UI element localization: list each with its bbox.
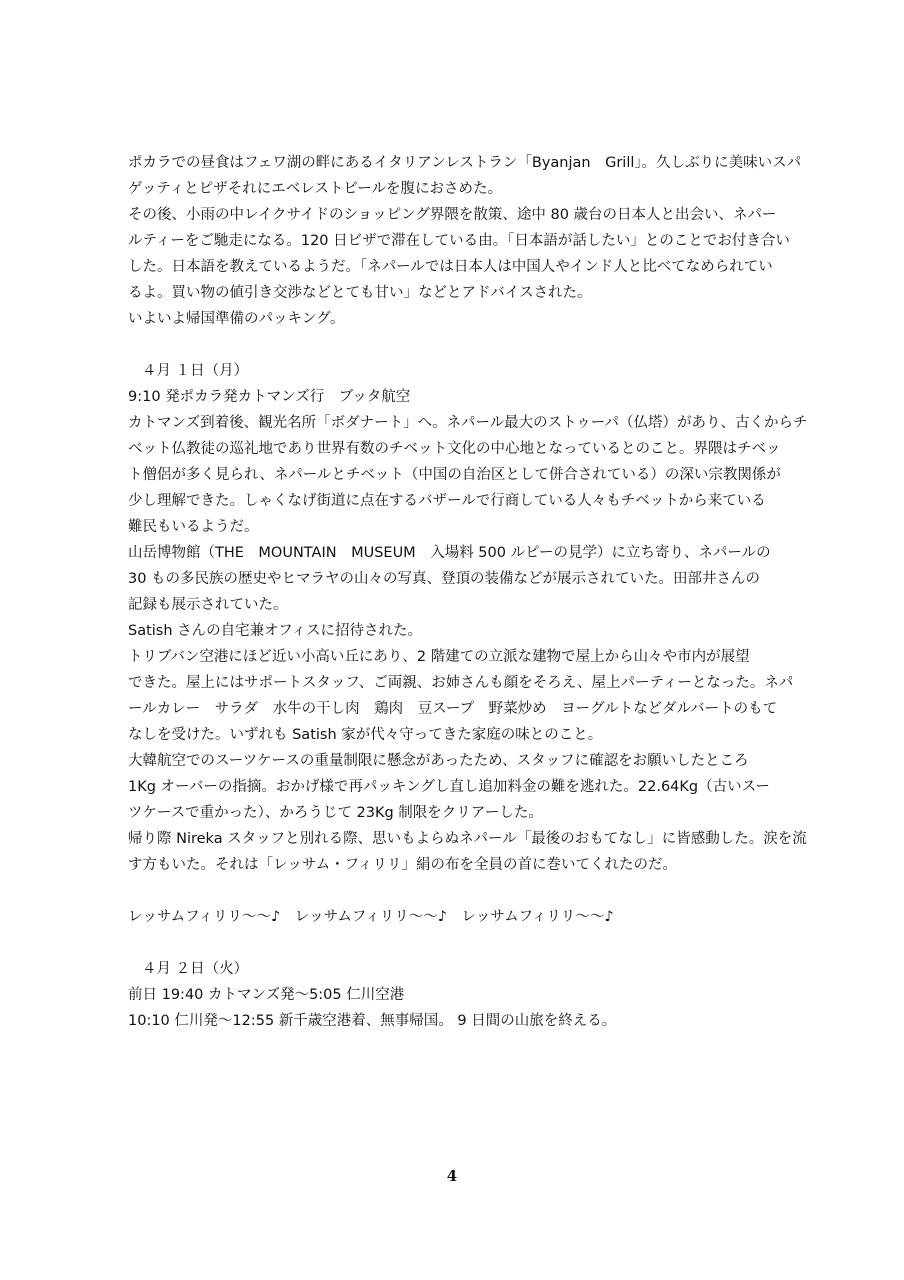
text-line: その後、小雨の中レイクサイドのショッピング界隈を散策、途中 80 歳台の日本人と出会い、ネパー — [128, 207, 777, 223]
text-line: した。日本語を教えているようだ。「ネパールでは日本人は中国人やインド人と比べてなめられてい — [128, 259, 773, 275]
text-line: ゲッティとピザそれにエベレストビールを腹におさめた。 — [128, 181, 502, 197]
text-line: 山岳博物館（THE MOUNTAIN MUSEUM 入場料 500 ルピーの見学）に立ち寄り、ネパールの — [128, 545, 771, 561]
page-number: 4 — [446, 1167, 458, 1185]
text-line: す方もいた。それは「レッサム・フィリリ」絹の布を全員の首に巻いてくれたのだ。 — [128, 857, 677, 873]
text-line: トリブバン空港にほど近い小高い丘にあり、2 階建ての立派な建物で屋上から山々や市内が展望 — [128, 649, 750, 665]
text-line: ルティーをご馳走になる。120 日ビザで滞在している由。「日本語が話したい」とのことでお付き合い — [128, 233, 790, 249]
paragraph-museum — [128, 540, 778, 618]
text-line: ポカラでの昼食はフェワ湖の畔にあるイタリアンレストラン「Byanjan Grill」。久しぶりに美味いスパ — [128, 155, 802, 171]
paragraph-packing — [128, 306, 778, 332]
text-line: カトマンズ到着後、観光名所「ボダナート」へ。ネパール最大のストゥーパ（仏塔）があり、古くからチ — [128, 415, 808, 431]
spacer — [128, 332, 778, 358]
text-line: ト僧侶が多く見られ、ネパールとチベット（中国の自治区として併合されている）の深い宗教関係が — [128, 467, 781, 483]
spacer — [128, 930, 778, 956]
text-line: 1Kg オーバーの指摘。おかげ様で再パッキングし直し追加料金の難を逃れた。22.64Kg（古いスー — [128, 779, 770, 795]
text-line: 難民もいるようだ。 — [128, 519, 259, 535]
paragraph-satish-home — [128, 644, 794, 748]
text-line: 帰り際 Nireka スタッフと別れる際、思いもよらぬネパール「最後のおもてなし」に皆感動した。涙を流 — [128, 831, 807, 847]
text-line: 少し理解できた。しゃくなげ街道に点在するバザールで行商している人々もチベットから来ている — [128, 493, 766, 509]
satish-invite: Satish さんの自宅兼オフィスに招待された。 — [128, 623, 423, 639]
text-line: るよ。買い物の値引き交渉などとても甘い」などとアドバイスされた。 — [128, 285, 592, 301]
text-line: 大韓航空でのスーツケースの重量制限に懸念があったため、スタッフに確認をお願いしたところ — [128, 753, 749, 769]
text-line: ールカレー サラダ 水牛の干し肉 鶏肉 豆スープ 野菜炒め ヨーグルトなどダルバートのもて — [128, 701, 778, 717]
text-line: 30 もの多民族の歴史やヒマラヤの山々の写真、登頂の装備などが展示されていた。田部井さんの — [128, 571, 761, 587]
paragraph-baggage — [128, 748, 778, 826]
day2-line-2: 10:10 仁川発～12:55 新千歳空港着、無事帰国。 9 日間の山旅を終える。 — [128, 1013, 617, 1029]
day1-flight: 9:10 発ポカラ発カトマンズ行 ブッタ航空 — [128, 389, 411, 405]
text-line: ツケースで重かった）、かろうじて 23Kg 制限をクリアーした。 — [128, 805, 543, 821]
document-body — [128, 150, 808, 1034]
paragraph-pokhara-lunch — [128, 150, 802, 202]
paragraph-lakeside — [128, 202, 790, 306]
text-line: なしを受けた。いずれも Satish 家が代々守ってきた家庭の味とのこと。 — [128, 727, 603, 743]
day1-heading: ４月 １日（月） — [142, 363, 249, 379]
day2-line-1: 前日 19:40 カトマンズ発～5:05 仁川空港 — [128, 987, 405, 1003]
paragraph-boudhanath — [128, 410, 808, 540]
text-line: いよいよ帰国準備のパッキング。 — [128, 311, 345, 327]
spacer — [128, 878, 778, 904]
paragraph-farewell — [128, 826, 807, 878]
text-line: できた。屋上にはサポートスタッフ、ご両親、お姉さんも顔をそろえ、屋上パーティーとなった。ネパ — [128, 675, 794, 691]
text-line: 記録も展示されていた。 — [128, 597, 288, 613]
song-line: レッサムフィリリ～～♪ レッサムフィリリ～～♪ レッサムフィリリ～～♪ — [128, 909, 614, 925]
text-line: ベット仏教徒の巡礼地であり世界有数のチベット文化の中心地となっているとのこと。界隈はチベッ — [128, 441, 781, 457]
day2-heading: ４月 ２日（火） — [142, 961, 249, 977]
